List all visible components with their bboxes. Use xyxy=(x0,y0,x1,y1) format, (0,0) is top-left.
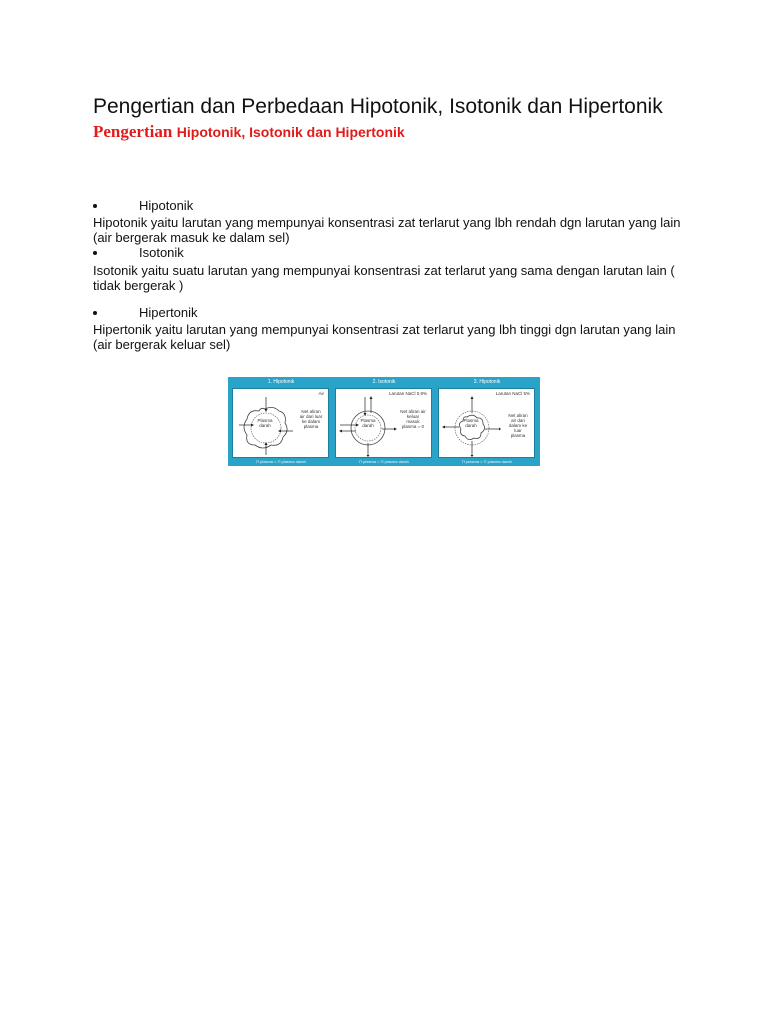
panel-header-isotonik: 2. Isotonik xyxy=(372,379,396,385)
bullet-label: Isotonik xyxy=(139,245,184,260)
osmosis-figure xyxy=(228,377,540,466)
subtitle-rest: Hipotonik, Isotonik dan Hipertonik xyxy=(176,124,405,140)
panel-footer-hipotonik: Π plasma < Π plasma darah xyxy=(256,459,306,464)
paragraph-hipotonik: Hipotonik yaitu larutan yang mempunyai konsentrasi zat terlarut yang lbh rendah dgn larutan yang lain (air bergerak masuk ke dalam sel) xyxy=(93,215,681,245)
subtitle xyxy=(93,122,405,142)
bullet-dot-icon xyxy=(93,311,97,315)
cell-label: Plasma darah xyxy=(360,418,376,428)
solution-label: Larutan NaCl 0,9% xyxy=(388,391,427,396)
panel-hipertonik xyxy=(438,388,535,458)
paragraph-isotonik: Isotonik yaitu suatu larutan yang mempunyai konsentrasi zat terlarut yang sama dengan larutan lain ( tidak bergerak ) xyxy=(93,263,675,293)
bullet-dot-icon xyxy=(93,251,97,255)
net-flow-text: Net aliran air keluar masuk plasma = 0 xyxy=(400,409,426,429)
paragraph-hipertonik: Hipertonik yaitu larutan yang mempunyai konsentrasi zat terlarut yang lbh tinggi dgn larutan yang lain (air bergerak keluar sel) xyxy=(93,322,676,352)
cell-label: Plasma darah xyxy=(257,418,273,428)
panel-footer-isotonik: Π plasma = Π plasma darah xyxy=(359,459,409,464)
panel-isotonik xyxy=(335,388,432,458)
bullet-dot-icon xyxy=(93,204,97,208)
panel-hipotonik xyxy=(232,388,329,458)
net-flow-text: Net aliran air dari dalam ke luar plasma xyxy=(508,413,528,438)
cell-label: Plasma darah xyxy=(463,418,479,428)
solution-label: Larutan NaCl 5% xyxy=(495,391,530,396)
subtitle-word: Pengertian xyxy=(93,122,173,141)
bullet-label: Hipertonik xyxy=(139,305,198,320)
net-flow-text: Net aliran air dari luar ke dalam plasma xyxy=(299,409,323,429)
panel-footer-hipertonik: Π plasma > Π plasma darah xyxy=(462,459,512,464)
panel-header-hipertonik: 3. Hipotonik xyxy=(473,379,501,385)
bullet-label: Hipotonik xyxy=(139,198,194,213)
solution-label: Air xyxy=(318,391,324,396)
page-title: Pengertian dan Perbedaan Hipotonik, Isotonik dan Hipertonik xyxy=(93,95,663,118)
panel-header-hipotonik: 1. Hipotonik xyxy=(267,379,295,385)
